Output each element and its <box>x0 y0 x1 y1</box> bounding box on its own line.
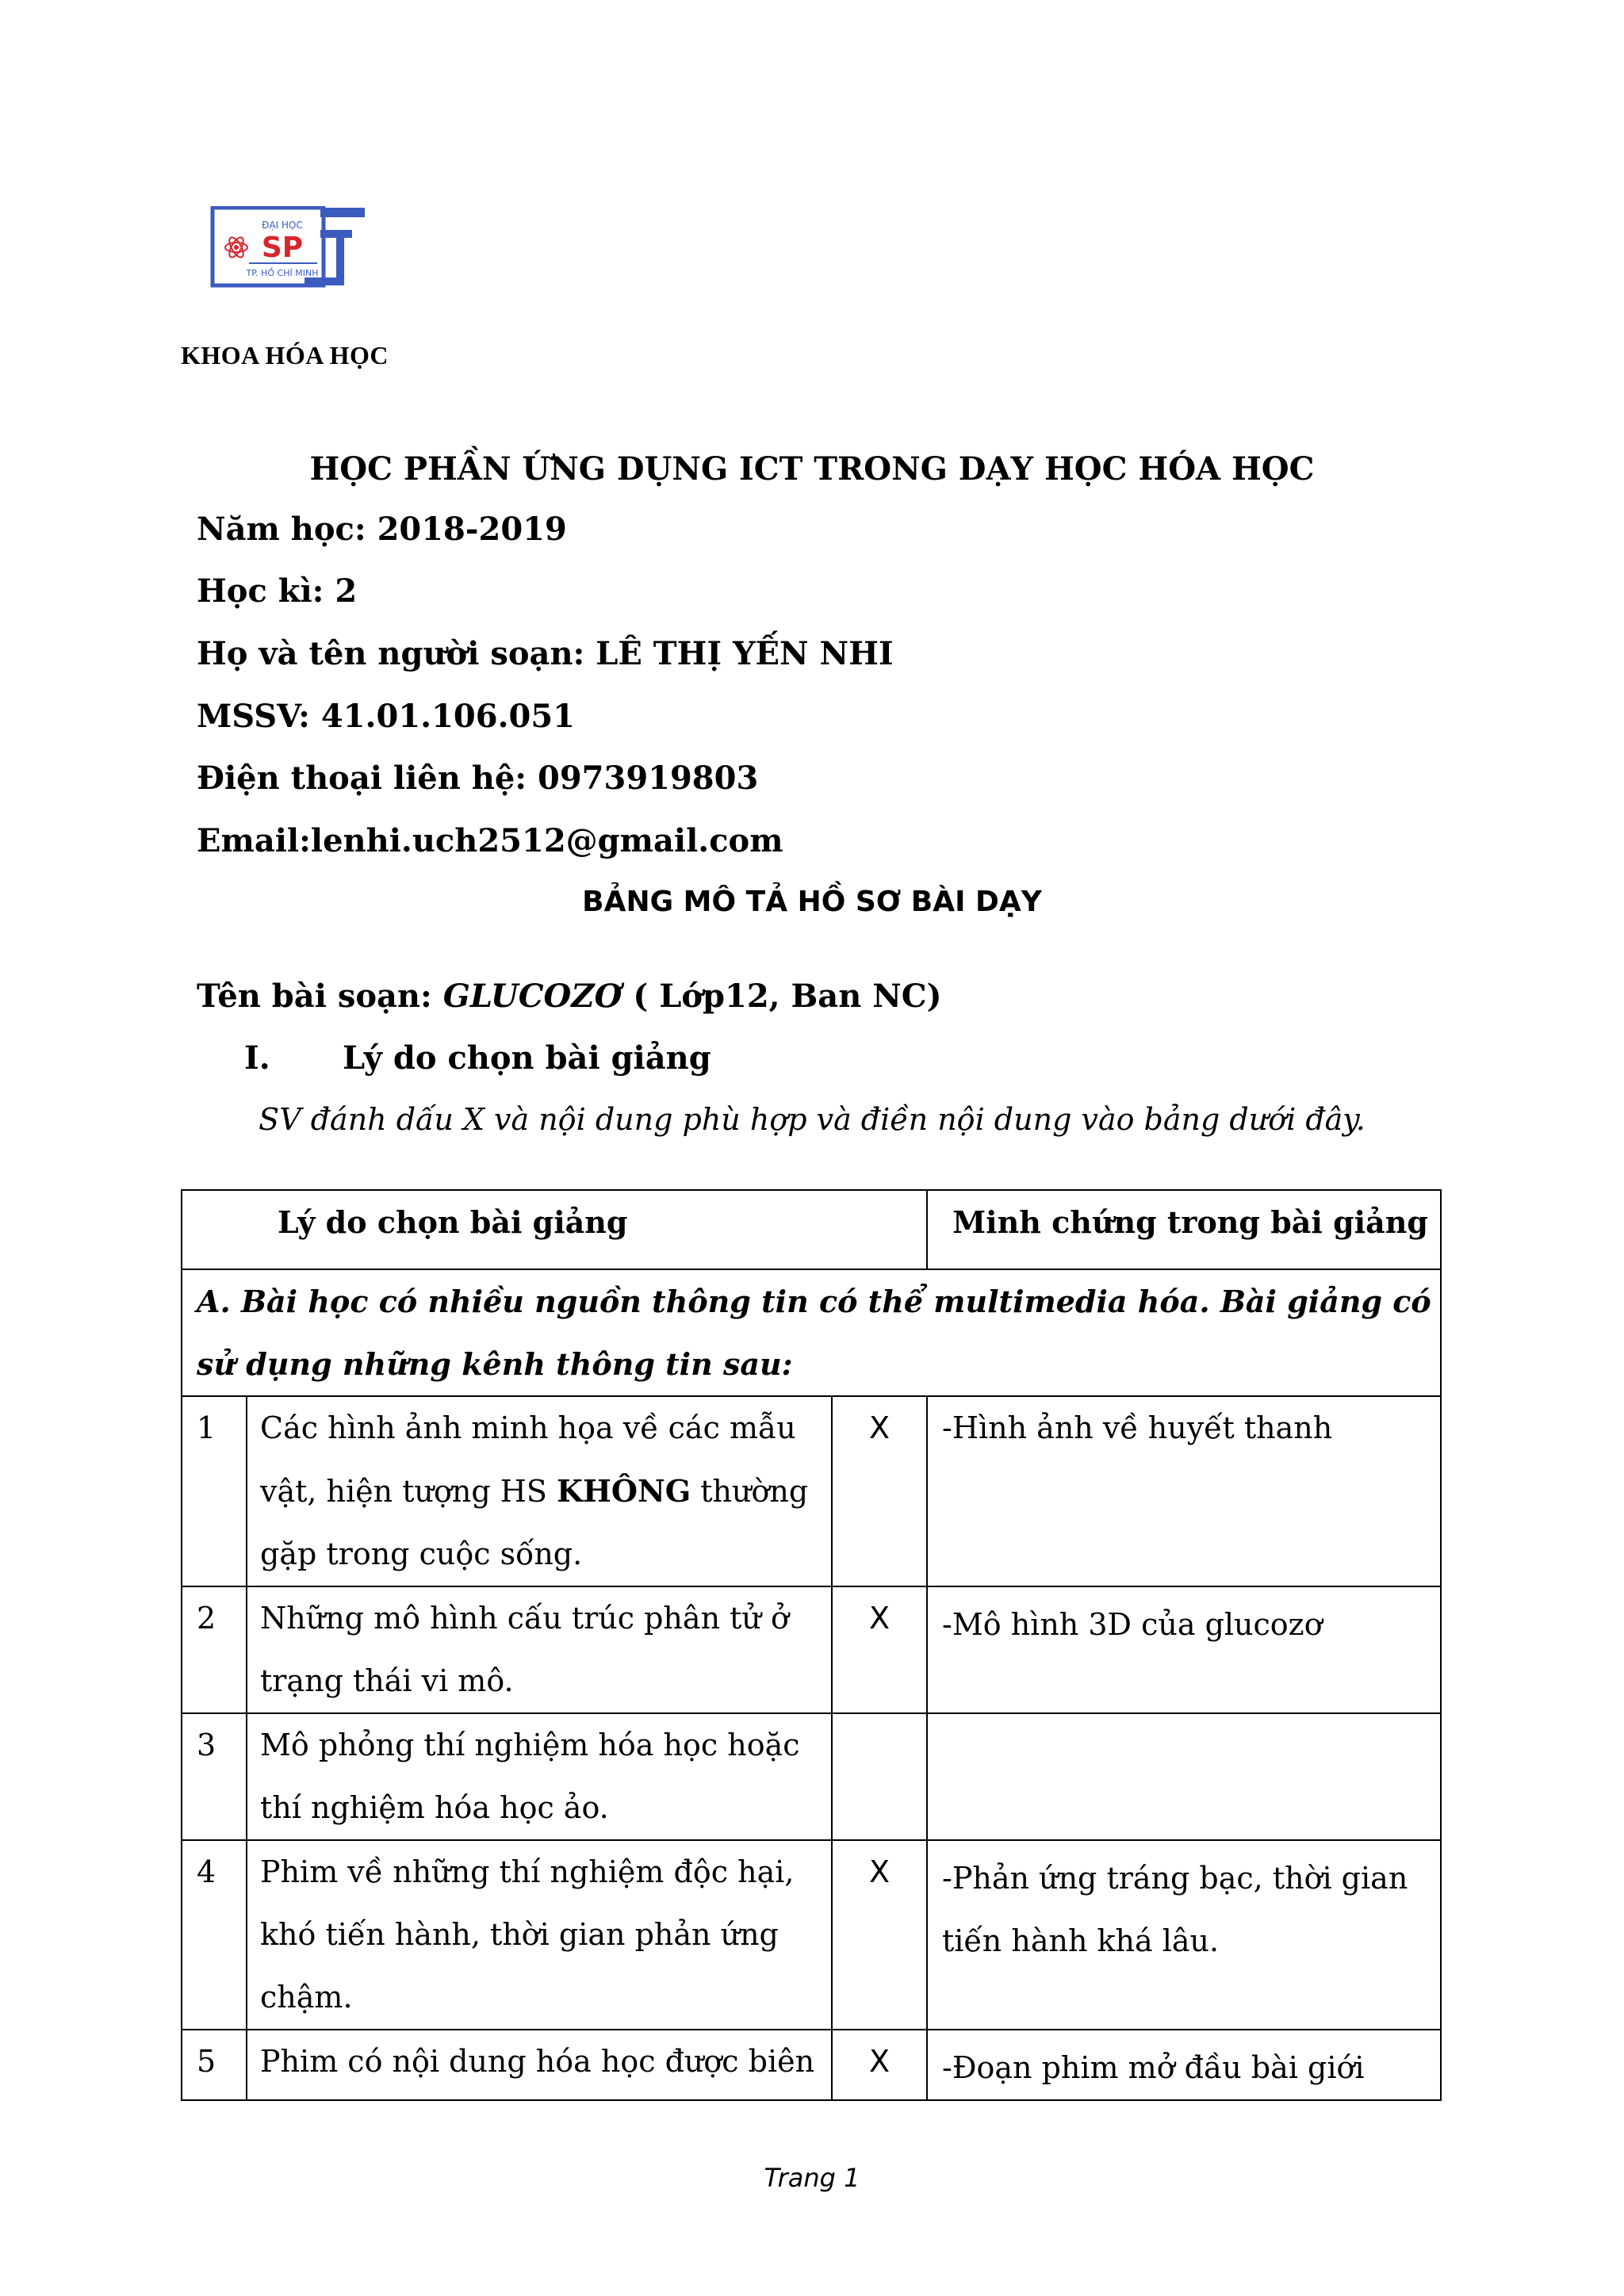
row-evidence <box>927 1713 1441 1840</box>
table-row <box>182 1396 1441 1586</box>
phone-label: Điện thoại liên hệ: <box>197 760 527 797</box>
row-mark: X <box>832 1840 927 2030</box>
row-reason-emphasis: KHÔNG <box>556 1473 691 1509</box>
row-number: 1 <box>182 1396 247 1586</box>
row-evidence-text: -Phản ứng tráng bạc, thời gian tiến hành khá lâu. <box>942 1861 1408 1958</box>
row-number: 2 <box>182 1586 247 1713</box>
section-title: Lý do chọn bài giảng <box>343 1039 711 1077</box>
reasons-table <box>181 1189 1442 2101</box>
row-evidence-text: -Mô hình 3D của glucozơ <box>942 1607 1323 1642</box>
logo-initials: SP <box>261 232 304 264</box>
row-mark: X <box>832 1586 927 1713</box>
school-year-row <box>197 511 567 548</box>
table-row <box>182 2030 1441 2100</box>
school-year-label: Năm học: <box>197 511 366 548</box>
lesson-title: GLUCOZƠ <box>442 978 622 1015</box>
row-mark: X <box>832 2030 927 2100</box>
student-id-value: 41.01.106.051 <box>320 698 575 735</box>
row-evidence-text: -Đoạn phim mở đầu bài giới <box>942 2050 1365 2085</box>
author-value: LÊ THỊ YẾN NHI <box>596 635 894 672</box>
table-row <box>182 1713 1441 1840</box>
instruction-text: SV đánh dấu X và nội dung phù hợp và điền nội dung vào bảng dưới đây. <box>259 1102 1365 1137</box>
row-evidence <box>927 1840 1441 2030</box>
course-title: HỌC PHẦN ỨNG DỤNG ICT TRONG DẠY HỌC HÓA HỌC <box>309 450 1315 488</box>
university-logo <box>209 206 368 290</box>
school-year-value: 2018-2019 <box>377 511 567 548</box>
author-label: Họ và tên người soạn: <box>197 635 585 672</box>
row-evidence <box>927 2030 1441 2100</box>
header-evidence: Minh chứng trong bài giảng <box>927 1190 1441 1269</box>
row-evidence <box>927 1586 1441 1713</box>
lesson-detail: ( Lớp12, Ban NC) <box>633 978 942 1015</box>
student-id-label: MSSV: <box>197 698 310 735</box>
section-a-text: A. Bài học có nhiều nguồn thông tin có thể multimedia hóa. Bài giảng có sử dụng những kênh thông tin sau: <box>182 1269 1441 1396</box>
row-reason <box>247 1396 832 1586</box>
row-number: 3 <box>182 1713 247 1840</box>
table-row <box>182 1586 1441 1713</box>
row-evidence: -Hình ảnh về huyết thanh <box>927 1396 1441 1586</box>
header-reason: Lý do chọn bài giảng <box>182 1190 927 1269</box>
table-heading: BẢNG MÔ TẢ HỒ SƠ BÀI DẠY <box>582 886 1042 918</box>
section-number: I. <box>244 1039 270 1077</box>
phone-value: 0973919803 <box>537 760 759 797</box>
row-reason-part: thường gặp trong cuộc sống. <box>260 1474 809 1571</box>
page-number: Trang 1 <box>764 2163 860 2193</box>
lesson-title-row <box>197 978 942 1015</box>
table-header-row <box>182 1190 1441 1269</box>
row-mark: X <box>832 1396 927 1586</box>
lesson-label: Tên bài soạn: <box>197 978 432 1015</box>
section-a-row <box>182 1269 1441 1396</box>
row-reason: Phim về những thí nghiệm độc hại, khó tiến hành, thời gian phản ứng chậm. <box>247 1840 832 2030</box>
author-row <box>197 635 894 672</box>
row-number: 5 <box>182 2030 247 2100</box>
table-row <box>182 1840 1441 2030</box>
row-reason: Những mô hình cấu trúc phân tử ở trạng thái vi mô. <box>247 1586 832 1713</box>
email-label: Email: <box>197 822 311 859</box>
faculty-name: KHOA HÓA HỌC <box>181 341 389 369</box>
phone-row <box>197 760 758 797</box>
row-reason: Phim có nội dung hóa học được biên <box>247 2030 832 2100</box>
logo-line2: TP. HỒ CHÍ MINH <box>246 268 319 278</box>
student-id-row <box>197 698 575 735</box>
row-reason: Mô phỏng thí nghiệm hóa học hoặc thí nghiệm hóa học ảo. <box>247 1713 832 1840</box>
row-reason-part: Các hình ảnh minh họa về các mẫu vật, hiện tượng HS <box>260 1410 796 1509</box>
logo-line1: ĐẠI HỌC <box>262 220 303 231</box>
email-value: lenhi.uch2512@gmail.com <box>310 822 783 859</box>
semester-value: 2 <box>335 572 358 610</box>
semester-label: Học kì: <box>197 572 324 610</box>
semester-row <box>197 572 357 610</box>
row-number: 4 <box>182 1840 247 2030</box>
email-row <box>197 822 783 859</box>
row-mark <box>832 1713 927 1840</box>
